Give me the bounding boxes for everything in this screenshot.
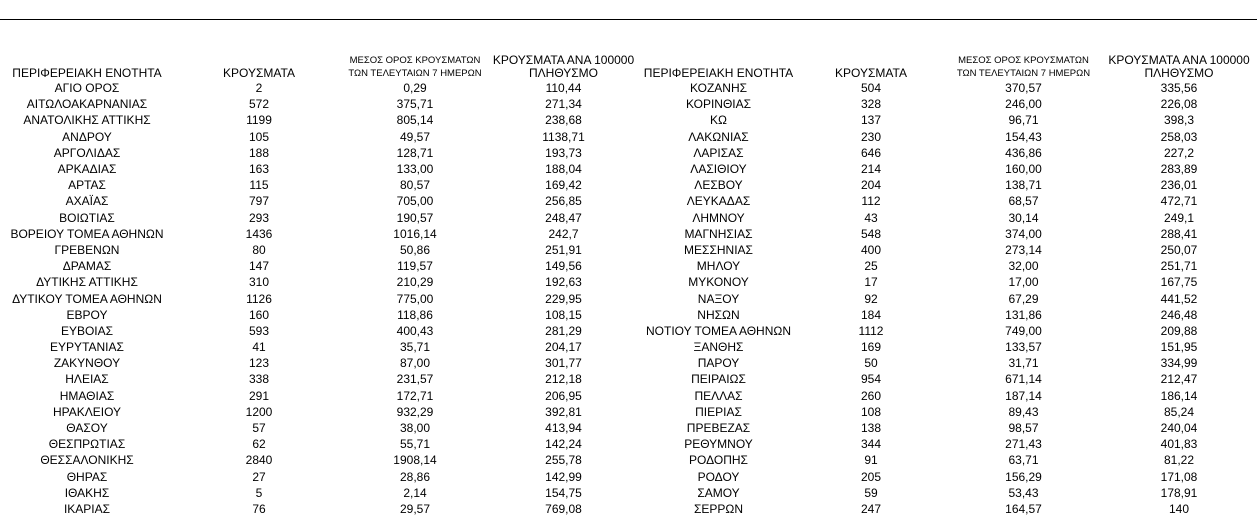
header-avg-line1: ΜΕΣΟΣ ΟΡΟΣ ΚΡΟΥΣΜΑΤΩΝ bbox=[349, 55, 481, 66]
right-avg7-cell: 271,43 bbox=[1005, 437, 1042, 452]
left-cases-cell: 41 bbox=[252, 340, 266, 355]
right-avg7-cell: 374,00 bbox=[1005, 226, 1042, 241]
right-region-cell: ΛΑΣΙΘΙΟΥ bbox=[690, 162, 747, 177]
left-avg7-cell: 49,57 bbox=[399, 129, 431, 144]
right-per100k-cell: 258,03 bbox=[1160, 129, 1198, 144]
right-per100k-cell: 167,75 bbox=[1160, 275, 1198, 290]
right-region-cell: ΠΡΕΒΕΖΑΣ bbox=[686, 421, 751, 436]
left-per100k-cell: 142,24 bbox=[545, 437, 582, 452]
left-avg7-cell: 172,71 bbox=[396, 388, 434, 403]
right-region-cell: ΣΕΡΡΩΝ bbox=[693, 501, 744, 516]
right-per100k-cell: 209,88 bbox=[1160, 323, 1198, 338]
right-region-cell: ΛΗΜΝΟΥ bbox=[692, 210, 745, 225]
left-per100k-cell: 248,47 bbox=[545, 210, 582, 225]
top-rule bbox=[0, 19, 1257, 20]
right-per100k-cell: 151,95 bbox=[1160, 340, 1198, 355]
right-avg7-cell: 89,43 bbox=[1008, 404, 1039, 419]
left-cases-cell: 797 bbox=[248, 194, 270, 209]
header-avg-line2: ΤΩΝ ΤΕΛΕΥΤΑΙΩΝ 7 ΗΜΕΡΩΝ bbox=[956, 68, 1091, 79]
left-avg7-cell: 1016,14 bbox=[393, 226, 437, 241]
right-avg7-cell: 370,57 bbox=[1005, 81, 1042, 96]
header-avg-right bbox=[946, 47, 1101, 80]
right-avg7-cell: 436,86 bbox=[1005, 145, 1042, 160]
left-avg7-cell: 705,00 bbox=[396, 194, 434, 209]
left-avg7-cell: 133,00 bbox=[396, 162, 434, 177]
left-region-cell: ΔΥΤΙΚΟΥ ΤΟΜΕΑ ΑΘΗΝΩΝ bbox=[12, 291, 162, 306]
left-per100k-cell: 193,73 bbox=[545, 145, 582, 160]
header-per100k-right bbox=[1101, 47, 1257, 80]
right-cases-cell: 504 bbox=[860, 81, 882, 96]
left-cases-cell: 293 bbox=[248, 210, 270, 225]
header-per100k-line1: ΚΡΟΥΣΜΑΤΑ ΑΝΑ 100000 bbox=[492, 53, 635, 67]
right-cases-cell: 25 bbox=[864, 259, 878, 274]
left-region-cell: ΗΜΑΘΙΑΣ bbox=[59, 388, 115, 403]
right-cases-cell: 112 bbox=[861, 194, 881, 209]
left-cases-cell: 115 bbox=[249, 178, 269, 193]
header-region-right: ΠΕΡΙΦΕΡΕΙΑΚΗ ΕΝΟΤΗΤΑ bbox=[643, 66, 794, 80]
right-avg7-cell: 31,71 bbox=[1008, 356, 1039, 371]
right-avg7-cell: 17,00 bbox=[1008, 275, 1039, 290]
right-region-cell: ΚΩ bbox=[710, 113, 727, 128]
right-per100k-cell: 81,22 bbox=[1163, 453, 1195, 468]
right-per100k-cell: 250,07 bbox=[1160, 242, 1198, 257]
left-region-cell: ΖΑΚΥΝΘΟΥ bbox=[53, 356, 121, 371]
left-region-cell: ΘΑΣΟΥ bbox=[66, 421, 108, 436]
left-avg7-cell: 775,00 bbox=[396, 291, 434, 306]
right-per100k-cell: 240,04 bbox=[1160, 421, 1198, 436]
left-region-cell: ΑΙΤΩΛΟΑΚΑΡΝΑΝΙΑΣ bbox=[26, 97, 148, 112]
left-avg7-cell: 400,43 bbox=[396, 323, 434, 338]
left-avg7-cell: 118,86 bbox=[397, 307, 433, 322]
left-cases-cell: 338 bbox=[248, 372, 270, 387]
right-per100k-cell: 398,3 bbox=[1163, 113, 1195, 128]
left-per100k-cell: 110,44 bbox=[545, 81, 582, 96]
header-per100k-line2: ΠΛΗΘΥΣΜΟ bbox=[528, 66, 599, 80]
table-row bbox=[0, 339, 1257, 355]
right-per100k-cell: 140 bbox=[1168, 501, 1190, 516]
left-per100k-cell: 242,7 bbox=[548, 226, 579, 241]
right-cases-cell: 137 bbox=[860, 113, 882, 128]
header-per100k-line2: ΠΛΗΘΥΣΜΟ bbox=[1144, 66, 1214, 80]
right-avg7-cell: 154,43 bbox=[1005, 129, 1042, 144]
right-cases-cell: 646 bbox=[860, 145, 882, 160]
table-row bbox=[0, 290, 1257, 306]
left-region-cell: ΔΥΤΙΚΗΣ ΑΤΤΙΚΗΣ bbox=[36, 275, 138, 290]
table-row bbox=[0, 485, 1257, 501]
table-row bbox=[0, 307, 1257, 323]
left-cases-cell: 310 bbox=[248, 275, 270, 290]
left-avg7-cell: 80,57 bbox=[399, 178, 431, 193]
right-cases-cell: 260 bbox=[860, 388, 882, 403]
left-region-cell: ΘΕΣΣΑΛΟΝΙΚΗΣ bbox=[40, 453, 134, 468]
table-row bbox=[0, 323, 1257, 339]
right-avg7-cell: 96,71 bbox=[1008, 113, 1039, 128]
left-per100k-cell: 188,04 bbox=[545, 162, 582, 177]
right-avg7-cell: 68,57 bbox=[1008, 194, 1039, 209]
left-region-cell: ΑΝΔΡΟΥ bbox=[62, 129, 112, 144]
right-cases-cell: 50 bbox=[864, 356, 878, 371]
left-cases-cell: 1436 bbox=[245, 226, 273, 241]
right-region-cell: ΜΑΓΝΗΣΙΑΣ bbox=[684, 226, 753, 241]
right-region-cell: ΠΑΡΟΥ bbox=[697, 356, 740, 371]
left-region-cell: ΕΒΡΟΥ bbox=[66, 307, 108, 322]
table-row bbox=[0, 371, 1257, 387]
table-row bbox=[0, 436, 1257, 452]
left-per100k-cell: 1138,71 bbox=[542, 129, 585, 144]
right-avg7-cell: 273,14 bbox=[1005, 242, 1042, 257]
header-avg-line2: ΤΩΝ ΤΕΛΕΥΤΑΙΩΝ 7 ΗΜΕΡΩΝ bbox=[348, 68, 482, 79]
right-avg7-cell: 164,57 bbox=[1005, 501, 1042, 516]
left-cases-cell: 160 bbox=[248, 307, 270, 322]
left-region-cell: ΑΧΑΪΑΣ bbox=[65, 194, 109, 209]
left-region-cell: ΑΡΤΑΣ bbox=[68, 178, 106, 193]
table-row bbox=[0, 129, 1257, 145]
left-per100k-cell: 169,42 bbox=[545, 178, 582, 193]
right-avg7-cell: 32,00 bbox=[1008, 259, 1039, 274]
left-per100k-cell: 392,81 bbox=[545, 404, 582, 419]
right-region-cell: ΡΕΘΥΜΝΟΥ bbox=[684, 437, 753, 452]
right-cases-cell: 230 bbox=[860, 129, 882, 144]
right-avg7-cell: 671,14 bbox=[1005, 372, 1042, 387]
right-region-cell: ΞΑΝΘΗΣ bbox=[693, 340, 744, 355]
right-region-cell: ΜΥΚΟΝΟΥ bbox=[688, 275, 749, 290]
left-avg7-cell: 375,71 bbox=[396, 97, 434, 112]
right-region-cell: ΡΟΔΟΥ bbox=[697, 469, 740, 484]
left-region-cell: ΔΡΑΜΑΣ bbox=[62, 259, 112, 274]
right-cases-cell: 205 bbox=[860, 469, 882, 484]
left-region-cell: ΕΥΡΥΤΑΝΙΑΣ bbox=[50, 340, 124, 355]
right-cases-cell: 92 bbox=[864, 291, 878, 306]
right-region-cell: ΠΕΙΡΑΙΩΣ bbox=[691, 372, 746, 387]
header-per100k-left bbox=[486, 47, 641, 80]
left-per100k-cell: 301,77 bbox=[545, 356, 582, 371]
left-region-cell: ΘΕΣΠΡΩΤΙΑΣ bbox=[48, 437, 126, 452]
left-cases-cell: 123 bbox=[248, 356, 270, 371]
table-row bbox=[0, 177, 1257, 193]
table-row bbox=[0, 355, 1257, 371]
right-avg7-cell: 133,57 bbox=[1005, 340, 1042, 355]
left-region-cell: ΑΡΚΑΔΙΑΣ bbox=[57, 162, 117, 177]
left-cases-cell: 188 bbox=[248, 145, 270, 160]
right-cases-cell: 344 bbox=[860, 437, 882, 452]
header-avg-left bbox=[344, 47, 486, 80]
right-cases-cell: 954 bbox=[860, 372, 882, 387]
right-region-cell: ΝΑΞΟΥ bbox=[697, 291, 740, 306]
right-per100k-cell: 335,56 bbox=[1160, 81, 1198, 96]
left-avg7-cell: 50,86 bbox=[399, 242, 431, 257]
left-per100k-cell: 238,68 bbox=[545, 113, 582, 128]
right-region-cell: ΛΑΚΩΝΙΑΣ bbox=[688, 129, 749, 144]
right-region-cell: ΚΟΡΙΝΘΙΑΣ bbox=[685, 97, 752, 112]
left-cases-cell: 5 bbox=[255, 485, 263, 500]
right-region-cell: ΠΕΛΛΑΣ bbox=[694, 388, 743, 403]
left-avg7-cell: 190,57 bbox=[396, 210, 434, 225]
table-row bbox=[0, 242, 1257, 258]
right-per100k-cell: 246,48 bbox=[1160, 307, 1198, 322]
right-cases-cell: 91 bbox=[864, 453, 878, 468]
table-row bbox=[0, 112, 1257, 128]
left-per100k-cell: 229,95 bbox=[545, 291, 582, 306]
right-per100k-cell: 85,24 bbox=[1163, 404, 1195, 419]
left-per100k-cell: 206,95 bbox=[545, 388, 582, 403]
left-per100k-cell: 769,08 bbox=[545, 501, 582, 516]
left-per100k-cell: 413,94 bbox=[545, 421, 582, 436]
right-per100k-cell: 212,47 bbox=[1160, 372, 1198, 387]
left-cases-cell: 76 bbox=[252, 501, 266, 516]
left-avg7-cell: 1908,14 bbox=[393, 453, 437, 468]
table-row bbox=[0, 210, 1257, 226]
left-avg7-cell: 29,57 bbox=[399, 501, 431, 516]
right-per100k-cell: 186,14 bbox=[1160, 388, 1198, 403]
left-region-cell: ΓΡΕΒΕΝΩΝ bbox=[54, 242, 120, 257]
left-avg7-cell: 210,29 bbox=[396, 275, 434, 290]
table-row bbox=[0, 96, 1257, 112]
right-cases-cell: 59 bbox=[864, 485, 878, 500]
left-avg7-cell: 932,29 bbox=[396, 404, 434, 419]
left-cases-cell: 147 bbox=[248, 259, 270, 274]
left-region-cell: ΑΝΑΤΟΛΙΚΗΣ ΑΤΤΙΚΗΣ bbox=[23, 113, 151, 128]
right-per100k-cell: 251,71 bbox=[1160, 259, 1198, 274]
right-cases-cell: 1112 bbox=[858, 323, 884, 338]
right-avg7-cell: 749,00 bbox=[1005, 323, 1042, 338]
left-avg7-cell: 55,71 bbox=[399, 437, 431, 452]
right-cases-cell: 17 bbox=[864, 275, 878, 290]
left-region-cell: ΘΗΡΑΣ bbox=[66, 469, 108, 484]
right-cases-cell: 43 bbox=[864, 210, 878, 225]
table-row bbox=[0, 501, 1257, 517]
right-region-cell: ΜΗΛΟΥ bbox=[696, 259, 741, 274]
left-cases-cell: 27 bbox=[252, 469, 266, 484]
right-per100k-cell: 227,2 bbox=[1163, 145, 1195, 160]
header-per100k-line1: ΚΡΟΥΣΜΑΤΑ ΑΝΑ 100000 bbox=[1108, 53, 1250, 67]
header-cases-left: ΚΡΟΥΣΜΑΤΑ bbox=[223, 66, 295, 80]
table-body bbox=[0, 80, 1257, 517]
table-row bbox=[0, 388, 1257, 404]
header-region-left: ΠΕΡΙΦΕΡΕΙΑΚΗ ΕΝΟΤΗΤΑ bbox=[12, 66, 162, 80]
left-per100k-cell: 142,99 bbox=[545, 469, 582, 484]
right-per100k-cell: 249,1 bbox=[1163, 210, 1195, 225]
table-row bbox=[0, 161, 1257, 177]
right-region-cell: ΝΟΤΙΟΥ ΤΟΜΕΑ ΑΘΗΝΩΝ bbox=[645, 323, 792, 338]
table-row bbox=[0, 226, 1257, 242]
left-region-cell: ΑΓΙΟ ΟΡΟΣ bbox=[54, 81, 120, 96]
left-per100k-cell: 256,85 bbox=[545, 194, 582, 209]
left-per100k-cell: 271,34 bbox=[545, 97, 582, 112]
right-per100k-cell: 401,83 bbox=[1160, 437, 1198, 452]
cases-table bbox=[0, 47, 1257, 517]
table-row bbox=[0, 258, 1257, 274]
right-per100k-cell: 171,08 bbox=[1160, 469, 1198, 484]
right-avg7-cell: 246,00 bbox=[1005, 97, 1042, 112]
right-region-cell: ΜΕΣΣΗΝΙΑΣ bbox=[684, 242, 753, 257]
left-cases-cell: 291 bbox=[248, 388, 270, 403]
right-avg7-cell: 131,86 bbox=[1005, 307, 1042, 322]
right-cases-cell: 184 bbox=[860, 307, 882, 322]
left-cases-cell: 62 bbox=[252, 437, 266, 452]
table-row bbox=[0, 404, 1257, 420]
right-region-cell: ΛΕΥΚΑΔΑΣ bbox=[686, 194, 751, 209]
left-region-cell: ΗΛΕΙΑΣ bbox=[65, 372, 109, 387]
right-avg7-cell: 53,43 bbox=[1008, 485, 1039, 500]
left-cases-cell: 80 bbox=[252, 242, 266, 257]
left-cases-cell: 572 bbox=[248, 97, 270, 112]
right-cases-cell: 169 bbox=[860, 340, 882, 355]
left-region-cell: ΕΥΒΟΙΑΣ bbox=[60, 323, 114, 338]
table-row bbox=[0, 145, 1257, 161]
left-cases-cell: 593 bbox=[248, 323, 270, 338]
left-avg7-cell: 87,00 bbox=[399, 356, 431, 371]
left-avg7-cell: 28,86 bbox=[399, 469, 431, 484]
left-per100k-cell: 149,56 bbox=[545, 259, 582, 274]
left-per100k-cell: 154,75 bbox=[545, 485, 582, 500]
right-per100k-cell: 441,52 bbox=[1160, 291, 1198, 306]
right-avg7-cell: 98,57 bbox=[1008, 421, 1039, 436]
left-region-cell: ΒΟΙΩΤΙΑΣ bbox=[59, 210, 115, 225]
left-per100k-cell: 192,63 bbox=[545, 275, 582, 290]
right-per100k-cell: 334,99 bbox=[1160, 356, 1198, 371]
right-region-cell: ΛΕΣΒΟΥ bbox=[694, 178, 743, 193]
left-cases-cell: 2840 bbox=[245, 453, 273, 468]
right-per100k-cell: 283,89 bbox=[1160, 162, 1198, 177]
right-region-cell: ΚΟΖΑΝΗΣ bbox=[689, 81, 748, 96]
table-row bbox=[0, 80, 1257, 96]
left-avg7-cell: 38,00 bbox=[399, 421, 431, 436]
left-cases-cell: 1199 bbox=[246, 113, 272, 128]
right-avg7-cell: 160,00 bbox=[1005, 162, 1042, 177]
right-avg7-cell: 67,29 bbox=[1008, 291, 1039, 306]
right-cases-cell: 138 bbox=[860, 421, 882, 436]
right-cases-cell: 204 bbox=[860, 178, 882, 193]
right-per100k-cell: 472,71 bbox=[1160, 194, 1198, 209]
right-region-cell: ΡΟΔΟΠΗΣ bbox=[689, 453, 748, 468]
left-avg7-cell: 805,14 bbox=[396, 113, 434, 128]
left-avg7-cell: 0,29 bbox=[403, 81, 427, 96]
left-cases-cell: 1200 bbox=[245, 404, 273, 419]
table-row bbox=[0, 420, 1257, 436]
left-region-cell: ΗΡΑΚΛΕΙΟΥ bbox=[52, 404, 122, 419]
left-per100k-cell: 255,78 bbox=[545, 453, 582, 468]
left-region-cell: ΑΡΓΟΛΙΔΑΣ bbox=[53, 145, 121, 160]
left-region-cell: ΙΚΑΡΙΑΣ bbox=[63, 501, 111, 516]
left-per100k-cell: 281,29 bbox=[545, 323, 582, 338]
right-per100k-cell: 226,08 bbox=[1160, 97, 1198, 112]
table-row bbox=[0, 469, 1257, 485]
right-cases-cell: 548 bbox=[860, 226, 882, 241]
right-cases-cell: 108 bbox=[860, 404, 882, 419]
right-avg7-cell: 187,14 bbox=[1005, 388, 1042, 403]
header-avg-line1: ΜΕΣΟΣ ΟΡΟΣ ΚΡΟΥΣΜΑΤΩΝ bbox=[958, 55, 1089, 66]
right-cases-cell: 247 bbox=[860, 501, 882, 516]
header-cases-right: ΚΡΟΥΣΜΑΤΑ bbox=[835, 66, 907, 80]
left-cases-cell: 57 bbox=[252, 421, 266, 436]
left-cases-cell: 1126 bbox=[246, 291, 272, 306]
right-avg7-cell: 63,71 bbox=[1008, 453, 1039, 468]
table-row bbox=[0, 452, 1257, 468]
left-region-cell: ΒΟΡΕΙΟΥ ΤΟΜΕΑ ΑΘΗΝΩΝ bbox=[10, 226, 164, 241]
left-avg7-cell: 128,71 bbox=[396, 145, 434, 160]
right-region-cell: ΠΙΕΡΙΑΣ bbox=[695, 404, 742, 419]
right-region-cell: ΛΑΡΙΣΑΣ bbox=[693, 145, 744, 160]
left-avg7-cell: 119,57 bbox=[397, 259, 433, 274]
header-row bbox=[0, 47, 1257, 80]
table-row bbox=[0, 193, 1257, 209]
right-cases-cell: 400 bbox=[860, 242, 882, 257]
left-per100k-cell: 204,17 bbox=[545, 340, 582, 355]
left-avg7-cell: 2,14 bbox=[403, 485, 427, 500]
left-per100k-cell: 251,91 bbox=[545, 242, 582, 257]
right-per100k-cell: 178,91 bbox=[1160, 485, 1198, 500]
right-cases-cell: 214 bbox=[860, 162, 882, 177]
left-cases-cell: 105 bbox=[248, 129, 270, 144]
right-avg7-cell: 156,29 bbox=[1005, 469, 1042, 484]
left-per100k-cell: 212,18 bbox=[545, 372, 582, 387]
left-avg7-cell: 35,71 bbox=[399, 340, 431, 355]
left-region-cell: ΙΘΑΚΗΣ bbox=[64, 485, 110, 500]
left-avg7-cell: 231,57 bbox=[396, 372, 434, 387]
left-cases-cell: 2 bbox=[255, 81, 263, 96]
right-avg7-cell: 138,71 bbox=[1005, 178, 1042, 193]
left-per100k-cell: 108,15 bbox=[545, 307, 582, 322]
right-cases-cell: 328 bbox=[860, 97, 882, 112]
right-per100k-cell: 288,41 bbox=[1160, 226, 1198, 241]
left-cases-cell: 163 bbox=[248, 162, 270, 177]
right-per100k-cell: 236,01 bbox=[1160, 178, 1198, 193]
right-region-cell: ΝΗΣΩΝ bbox=[697, 307, 740, 322]
right-region-cell: ΣΑΜΟΥ bbox=[697, 485, 740, 500]
right-avg7-cell: 30,14 bbox=[1008, 210, 1039, 225]
table-row bbox=[0, 274, 1257, 290]
